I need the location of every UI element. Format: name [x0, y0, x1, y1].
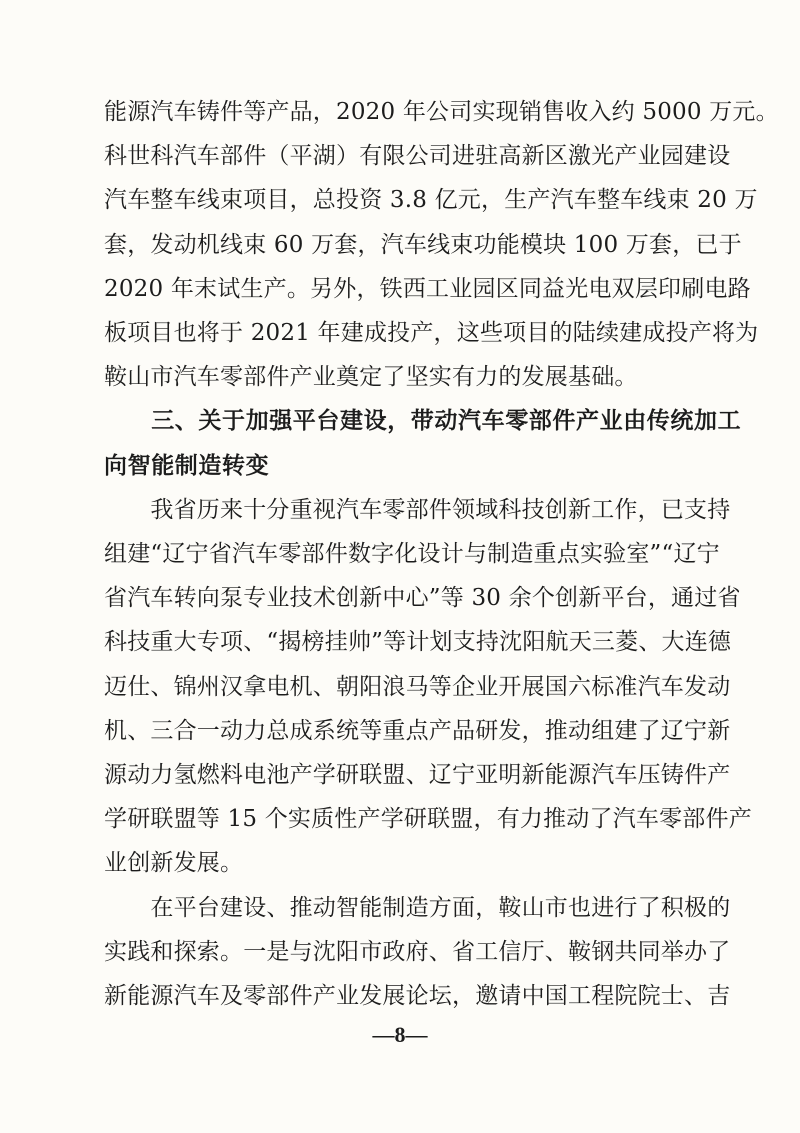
text-line-16: 源动力氢燃料电池产学研联盟、辽宁亚明新能源汽车压铸件产 — [104, 762, 731, 788]
text-line-10: 我省历来十分重视汽车零部件领域科技创新工作，已支持 — [104, 497, 731, 523]
text-line-1: 能源汽车铸件等产品，2020 年公司实现销售收入约 5000 万元。 — [104, 99, 779, 125]
text-line-13: 科技重大专项、“揭榜挂帅”等计划支持沈阳航天三菱、大连德 — [104, 629, 732, 655]
text-line-3: 汽车整车线束项目，总投资 3.8 亿元，生产汽车整车线束 20 万 — [104, 187, 758, 213]
text-line-7: 鞍山市汽车零部件产业奠定了坚实有力的发展基础。 — [104, 364, 638, 390]
text-line-15: 机、三合一动力总成系统等重点产品研发，推动组建了辽宁新 — [104, 718, 731, 744]
page-number: —8— — [372, 1022, 428, 1047]
text-line-5: 2020 年末试生产。另外，铁西工业园区同益光电双层印刷电路 — [104, 276, 751, 302]
text-line-18: 业创新发展。 — [104, 850, 244, 876]
text-line-17: 学研联盟等 15 个实质性产学研联盟，有力推动了汽车零部件产 — [104, 806, 752, 832]
text-line-14: 迈仕、锦州汉拿电机、朝阳浪马等企业开展国六标准汽车发动 — [104, 674, 731, 700]
text-line-6: 板项目也将于 2021 年建成投产，这些项目的陆续建成投产将为 — [104, 320, 759, 346]
text-line-2: 科世科汽车部件（平湖）有限公司进驻高新区激光产业园建设 — [104, 143, 731, 169]
section-heading-line-2: 向智能制造转变 — [104, 452, 270, 479]
text-line-4: 套，发动机线束 60 万套，汽车线束功能模块 100 万套，已于 — [104, 232, 742, 258]
text-line-11: 组建“辽宁省汽车零部件数字化设计与制造重点实验室”“辽宁 — [104, 541, 720, 567]
text-line-20: 实践和探索。一是与沈阳市政府、省工信厅、鞍钢共同举办了 — [104, 939, 731, 965]
text-line-19: 在平台建设、推动智能制造方面，鞍山市也进行了积极的 — [104, 895, 731, 921]
text-line-21: 新能源汽车及零部件产业发展论坛，邀请中国工程院院士、吉 — [104, 983, 731, 1009]
text-line-12: 省汽车转向泵专业技术创新中心”等 30 余个创新平台，通过省 — [104, 585, 741, 611]
section-heading-line-1: 三、关于加强平台建设，带动汽车零部件产业由传统加工 — [104, 407, 742, 434]
